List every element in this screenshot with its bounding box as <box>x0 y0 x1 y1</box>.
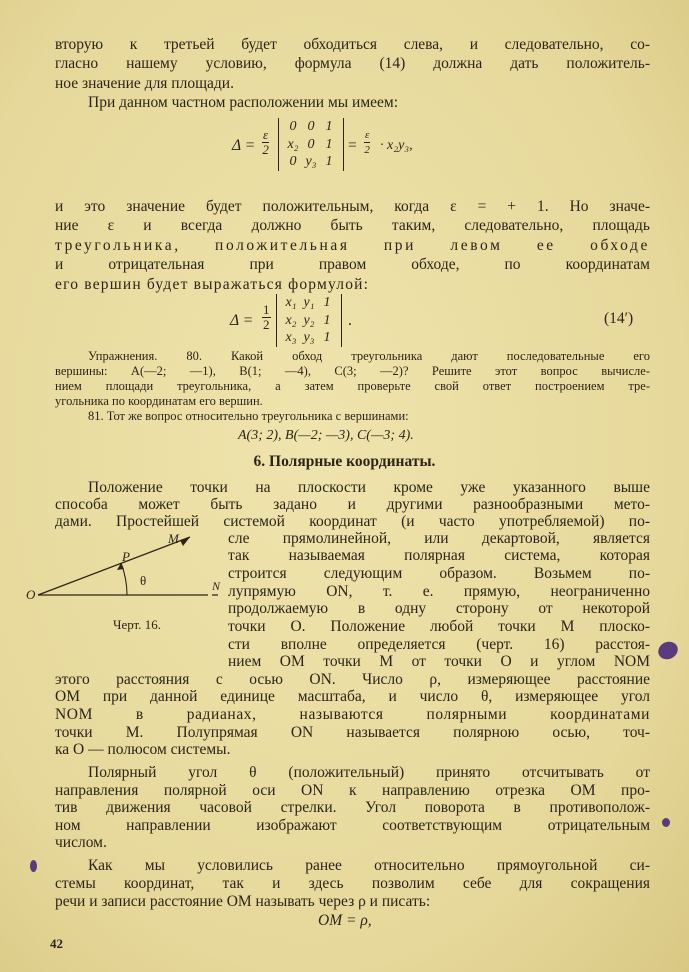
numerator: ε <box>365 129 370 141</box>
cell: y₁ <box>303 295 315 310</box>
numerator: ε <box>263 127 269 142</box>
text-line: этого расстояния с осью ON. Число ρ, измеряющее расстояние <box>55 671 650 688</box>
text-line: нием OM точки M от точки O и углом NOM <box>228 653 650 670</box>
text-line: и это значение будет положительным, когда ε = + 1. Но значе- <box>55 198 650 215</box>
ink-blot <box>662 818 670 827</box>
section-heading: 6. Полярные координаты. <box>253 453 436 470</box>
text-line: вторую к третьей будет обходиться слева, и следовательно, со- <box>55 36 650 53</box>
fraction <box>262 128 269 157</box>
cell: 1 <box>325 119 333 134</box>
cell: 1 <box>325 136 333 152</box>
text-line: точки O. Положение любой точки M плоско- <box>228 618 650 635</box>
text-line: Положение точки на плоскости кроме уже указанного выше <box>88 479 650 496</box>
text-line: тив движения часовой стрелки. Угол поворота в противополож- <box>55 799 650 816</box>
cell: x₂ <box>287 136 299 152</box>
exercise-line: угольника по координатам его вершин. <box>55 394 263 408</box>
numerator: 1 <box>263 302 270 317</box>
cell: 1 <box>323 312 331 328</box>
cell: x₂ <box>285 312 297 328</box>
formula-period: . <box>348 312 352 329</box>
text-line: ние ε и всегда должно быть таким, следовательно, площадь <box>55 217 650 234</box>
exercise-line: 81. Тот же вопрос относительно треугольника с вершинами: <box>88 409 409 423</box>
text-line: Как мы условились ранее относительно прямоугольной си- <box>88 857 650 874</box>
cell: 0 <box>307 136 315 152</box>
formula-lhs: Δ = <box>230 312 254 329</box>
cell: 1 <box>323 330 331 345</box>
text-line: числом. <box>55 834 107 851</box>
cell: 1 <box>323 295 331 310</box>
equals-sign: = <box>348 137 357 154</box>
text-line-spaced: треугольника, положительная при левом ее обходе <box>55 237 650 254</box>
final-formula: OM = ρ, <box>318 912 372 929</box>
cell: 0 <box>289 119 297 134</box>
label-n: N <box>212 579 221 593</box>
label-p: P <box>122 549 130 564</box>
ink-blot <box>655 639 680 663</box>
text-line: продолжаемую в одну сторону от некоторой <box>228 600 650 617</box>
text-line: ное значение для площади. <box>55 75 234 92</box>
text-line: ка O — полюсом системы. <box>55 741 231 758</box>
text-line: Полярный угол θ (положительный) принято отсчитывать от <box>88 764 650 781</box>
denominator: 2 <box>263 317 270 332</box>
denominator: 2 <box>364 144 370 156</box>
text-line: так называемая полярная система, которая <box>228 547 650 564</box>
text-line: речи и записи расстояние OM называть через ρ и писать: <box>55 893 431 910</box>
label-m: M <box>168 531 179 546</box>
text-line: ном направлении изображают соответствующим отрицательным <box>55 817 650 834</box>
cell: y₃ <box>305 154 317 169</box>
text-line: сти вполне определяется (черт. 16) расстоя- <box>228 636 650 653</box>
denominator: 2 <box>262 142 269 157</box>
text-line: дами. Простейшей системой координат (и часто употребляемой) по- <box>55 513 650 530</box>
text-line: способа может быть задано и другими разнообразными мето- <box>55 496 650 513</box>
text-line: его вершин будет выражаться формулой: <box>55 276 370 293</box>
formula-lhs: Δ = <box>232 137 256 154</box>
cell: 1 <box>325 154 333 169</box>
text-line: При данном частном расположении мы имеем: <box>88 94 399 111</box>
fraction <box>364 128 370 157</box>
exercise-line: нием площади треугольника, а затем проверьте свой ответ построением тре- <box>55 379 650 393</box>
determinant-matrix <box>278 118 344 171</box>
cell: y₂ <box>303 312 315 328</box>
determinant-matrix <box>276 294 342 347</box>
text-line: OM при данной единице масштаба, и число θ, измеряющее угол <box>55 688 650 705</box>
fraction <box>262 303 271 332</box>
text-line: направления полярной оси ON к направлению отрезка OM про- <box>55 782 650 799</box>
text-line-spaced: точки M. Полупрямая ON называется полярною осью, точ- <box>55 724 650 741</box>
equation-number: (14′) <box>604 310 634 327</box>
cell: 0 <box>307 119 315 134</box>
text-line: и отрицательная при правом обходе, по координатам <box>55 256 650 273</box>
text-line: строится следующим образом. Возьмем по- <box>228 565 650 582</box>
cell: x₃ <box>285 330 297 345</box>
figure-caption: Черт. 16. <box>113 617 162 632</box>
exercise-line: Упражнения. 80. Какой обход треугольника дают последовательные его <box>88 349 650 363</box>
text-line: лупрямую ON, т. е. прямую, неограниченно <box>228 583 650 600</box>
text-line: сле прямолинейной, или декартовой, является <box>228 530 650 547</box>
page-number: 42 <box>50 936 63 951</box>
text-line-spaced: NOM в радианах, называются полярными координатами <box>55 706 650 723</box>
exercise-line: вершины: A(—2; —1), B(1; —4), C(3; —2)? Решите этот вопрос вычисле- <box>55 364 650 378</box>
formula-rhs: · x₂y₃, <box>380 138 413 153</box>
cell: y₃ <box>303 330 315 345</box>
exercise-points: A(3; 2), B(—2; —3), C(—3; 4). <box>238 428 414 443</box>
label-theta: θ <box>140 573 147 588</box>
ink-blot <box>30 860 37 872</box>
text-line: стемы координат, так и здесь позволим себе для сокращения <box>55 875 650 892</box>
label-o: O <box>26 587 36 602</box>
text-line: гласно нашему условию, формула (14) должна дать положитель- <box>55 55 650 72</box>
cell: x₁ <box>285 295 297 310</box>
cell: 0 <box>289 154 297 169</box>
